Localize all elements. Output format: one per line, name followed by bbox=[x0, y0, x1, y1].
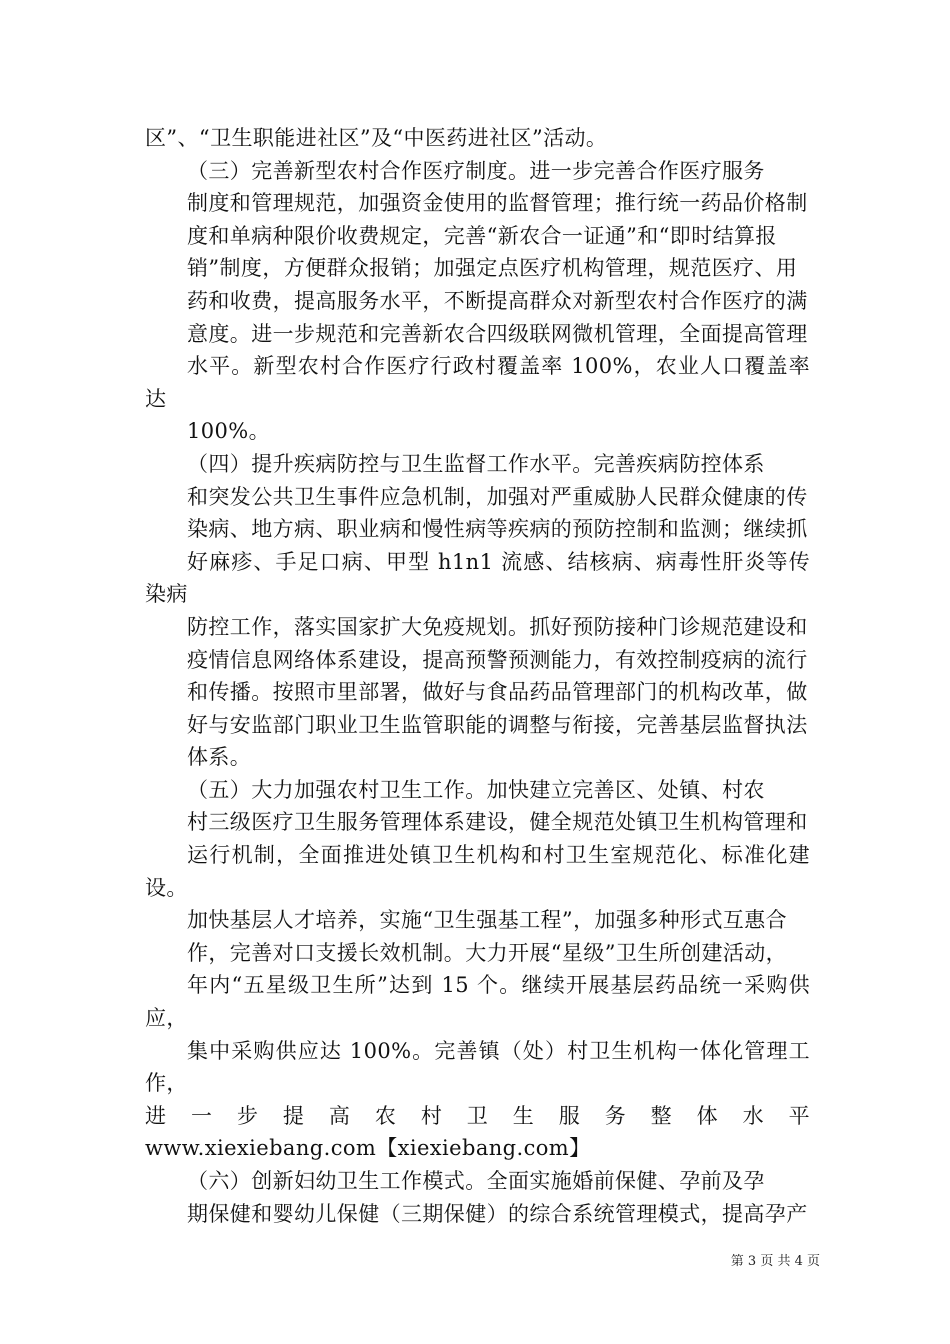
text-line: 和突发公共卫生事件应急机制，加强对严重威胁人民群众健康的传 bbox=[187, 484, 808, 509]
text-line: 好麻疹、手足口病、甲型 h1n1 流感、结核病、病毒性肝炎等传染病 bbox=[145, 549, 810, 607]
text-line: 防控工作，落实国家扩大免疫规划。抓好预防接种门诊规范建设和 bbox=[187, 614, 808, 639]
text-line: 集中采购供应达 100%。完善镇（处）村卫生机构一体化管理工作， bbox=[145, 1038, 810, 1096]
text-line: 水平。新型农村合作医疗行政村覆盖率 100%，农业人口覆盖率达 bbox=[145, 354, 810, 411]
text-line: 体系。 bbox=[187, 745, 252, 770]
paragraph-continuation bbox=[145, 122, 810, 155]
text-line: 100%。 bbox=[187, 419, 271, 444]
text-line: 和传播。按照市里部署，做好与食品药品管理部门的机构改革，做 bbox=[187, 680, 808, 705]
page-number-footer: 第 3 页 共 4 页 bbox=[730, 1254, 820, 1269]
document-body bbox=[145, 122, 810, 1230]
text-line: 期保健和婴幼儿保健（三期保健）的综合系统管理模式，提高孕产 bbox=[187, 1201, 808, 1226]
text-line: 作，完善对口支援长效机制。大力开展“星级”卫生所创建活动， bbox=[187, 940, 788, 965]
text-line: 运行机制，全面推进处镇卫生机构和村卫生室规范化、标准化建设。 bbox=[145, 843, 810, 900]
text-line: （三）完善新型农村合作医疗制度。进一步完善合作医疗服务 bbox=[187, 158, 765, 183]
text-line: 制度和管理规范，加强资金使用的监督管理；推行统一药品价格制 bbox=[187, 191, 808, 216]
text-line: 染病、地方病、职业病和慢性病等疾病的预防控制和监测；继续抓 bbox=[187, 517, 808, 542]
text-line: （五）大力加强农村卫生工作。加快建立完善区、处镇、村农 bbox=[187, 777, 765, 802]
paragraph-section-5 bbox=[145, 774, 810, 1165]
text-line: 度和单病种限价收费规定，完善“新农合一证通”和“即时结算报 bbox=[187, 223, 777, 248]
text-line: 区”、“卫生职能进社区”及“中医药进社区”活动。 bbox=[145, 126, 608, 150]
text-line: 销”制度，方便群众报销；加强定点医疗机构管理，规范医疗、用 bbox=[187, 256, 798, 281]
paragraph-section-6 bbox=[145, 1165, 810, 1230]
website-link-text[interactable]: www.xiexiebang.com【xiexiebang.com】 bbox=[145, 1136, 591, 1161]
paragraph-section-4 bbox=[145, 448, 810, 774]
text-line: 意度。进一步规范和完善新农合四级联网微机管理，全面提高管理 bbox=[187, 321, 808, 346]
spaced-text-line: 进 一 步 提 高 农 村 卫 生 服 务 整 体 水 平 bbox=[145, 1103, 810, 1128]
text-line: 好与安监部门职业卫生监管职能的调整与衔接，完善基层监督执法 bbox=[187, 712, 808, 737]
text-line: 年内“五星级卫生所”达到 15 个。继续开展基层药品统一采购供应， bbox=[145, 973, 810, 1031]
text-line: 疫情信息网络体系建设，提高预警预测能力，有效控制疫病的流行 bbox=[187, 647, 808, 672]
paragraph-section-3 bbox=[145, 155, 810, 448]
text-line: （六）创新妇幼卫生工作模式。全面实施婚前保健、孕前及孕 bbox=[187, 1169, 765, 1193]
text-line: 药和收费，提高服务水平，不断提高群众对新型农村合作医疗的满 bbox=[187, 288, 808, 313]
text-line: 村三级医疗卫生服务管理体系建设，健全规范处镇卫生机构管理和 bbox=[187, 810, 808, 835]
text-line: （四）提升疾病防控与卫生监督工作水平。完善疾病防控体系 bbox=[187, 451, 765, 476]
text-line: 加快基层人才培养，实施“卫生强基工程”，加强多种形式互惠合 bbox=[187, 908, 788, 933]
